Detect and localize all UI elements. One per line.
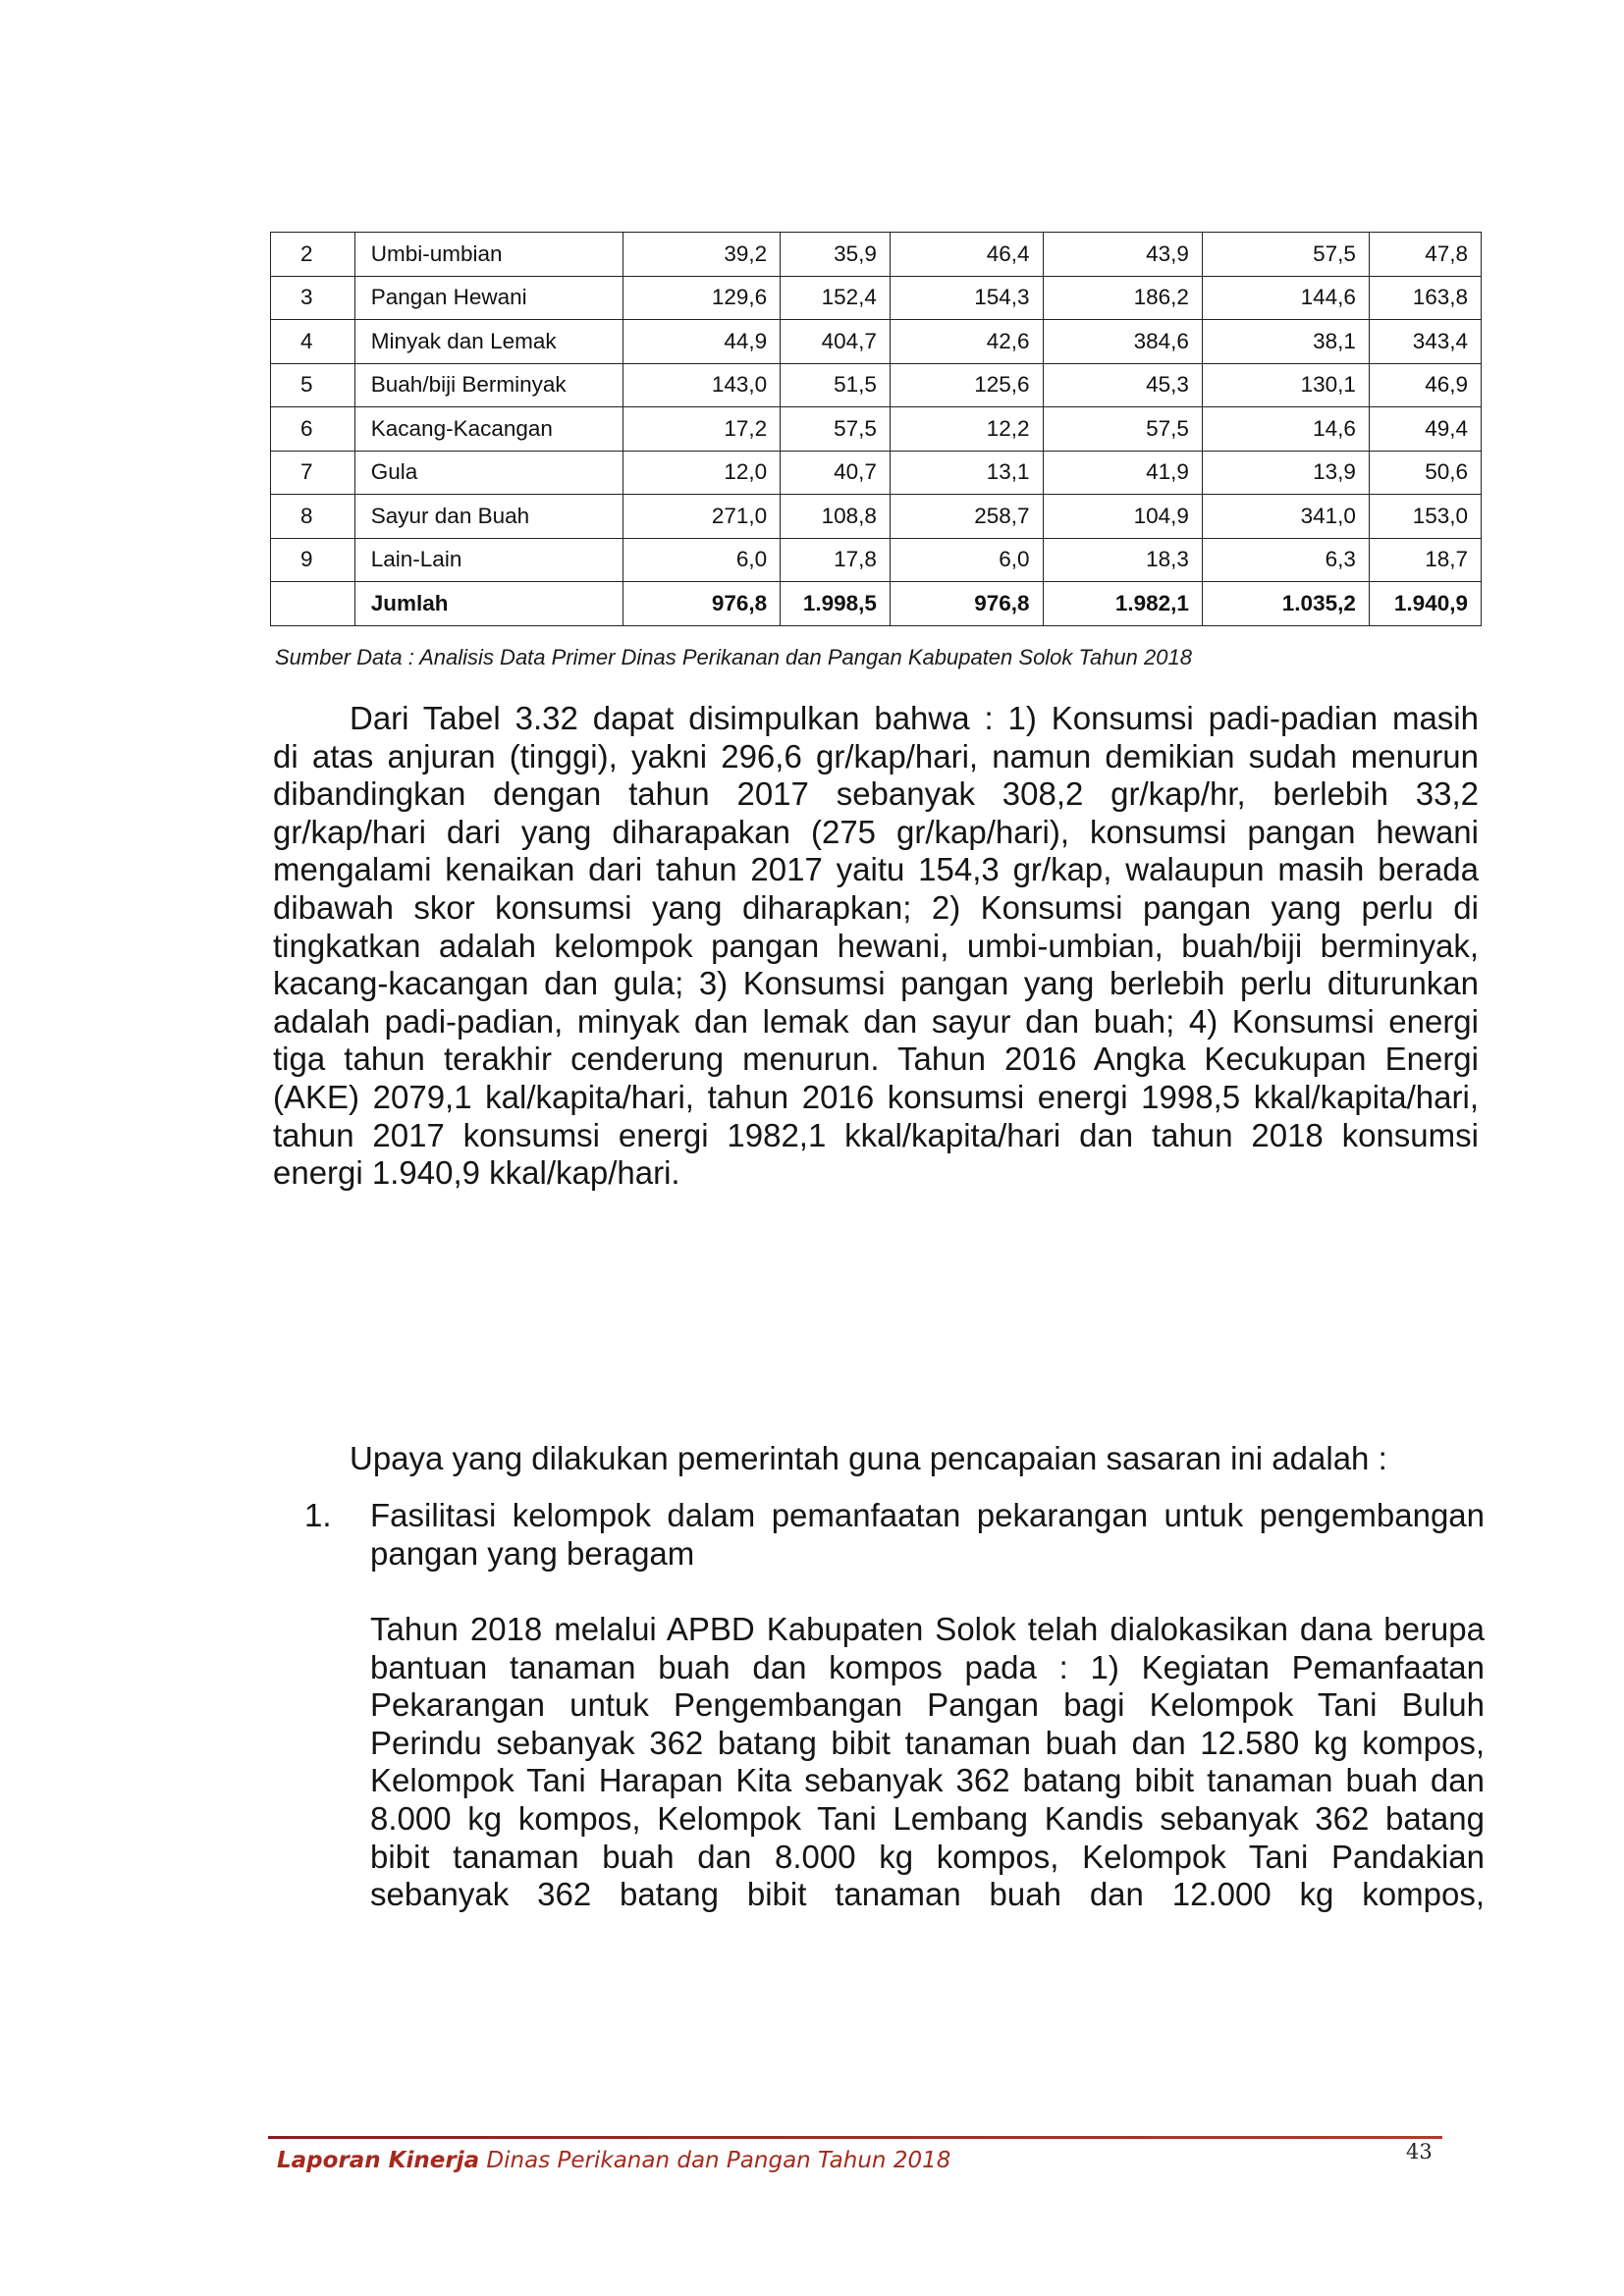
- value-cell: 976,8: [623, 582, 780, 626]
- value-cell: 125,6: [890, 363, 1043, 407]
- list-item-body-line: Perindu sebanyak 362 batang bibit tanaman buah dan 12.580 kg kompos,: [370, 1724, 1485, 1761]
- consumption-table: [270, 232, 1482, 626]
- list-item-body-line: Tahun 2018 melalui APBD Kabupaten Solok telah dialokasikan dana berupa: [370, 1611, 1485, 1647]
- value-cell: 154,3: [890, 276, 1043, 320]
- value-cell: 42,6: [890, 320, 1043, 364]
- list-item-title-line: pangan yang beragam: [370, 1534, 695, 1572]
- paragraph-line: adalah padi-padian, minyak dan lemak dan sayur dan buah; 4) Konsumsi energi: [273, 1002, 1479, 1040]
- value-cell: 50,6: [1369, 451, 1481, 495]
- value-cell: 13,9: [1202, 451, 1369, 495]
- value-cell: 104,9: [1043, 495, 1202, 539]
- value-cell: 46,9: [1369, 363, 1481, 407]
- value-cell: 404,7: [781, 320, 891, 364]
- paragraph-line: tiga tahun terakhir cenderung menurun. Tahun 2016 Angka Kecukupan Energi: [273, 1041, 1479, 1078]
- value-cell: 14,6: [1202, 407, 1369, 452]
- table-row: [271, 363, 1482, 407]
- value-cell: 976,8: [890, 582, 1043, 626]
- paragraph-line: dibawah skor konsumsi yang diharapkan; 2) Konsumsi pangan yang perlu di: [273, 889, 1479, 926]
- value-cell: 153,0: [1369, 495, 1481, 539]
- food-group-name: Jumlah: [354, 582, 623, 626]
- value-cell: 49,4: [1369, 407, 1481, 452]
- value-cell: 46,4: [890, 233, 1043, 277]
- table-total-row: [271, 582, 1482, 626]
- paragraph-line: mengalami kenaikan dari tahun 2017 yaitu 154,3 gr/kap, walaupun masih berada: [273, 851, 1479, 888]
- value-cell: 271,0: [623, 495, 780, 539]
- value-cell: 44,9: [623, 320, 780, 364]
- table-row: [271, 320, 1482, 364]
- value-cell: 51,5: [781, 363, 891, 407]
- value-cell: 17,8: [781, 538, 891, 582]
- footer-title-bold: Laporan Kinerja: [277, 2148, 480, 2173]
- food-group-name: Lain-Lain: [354, 538, 623, 582]
- row-number: 4: [271, 320, 355, 364]
- food-group-name: Minyak dan Lemak: [354, 320, 623, 364]
- value-cell: 12,2: [890, 407, 1043, 452]
- value-cell: 108,8: [781, 495, 891, 539]
- paragraph-line: (AKE) 2079,1 kal/kapita/hari, tahun 2016 konsumsi energi 1998,5 kkal/kapita/hari,: [273, 1079, 1479, 1115]
- value-cell: 6,3: [1202, 538, 1369, 582]
- value-cell: 38,1: [1202, 320, 1369, 364]
- list-item-body-line: Pekarangan untuk Pengembangan Pangan bagi Kelompok Tani Buluh: [370, 1686, 1485, 1724]
- list-item-title-line: Fasilitasi kelompok dalam pemanfaatan pekarangan untuk pengembangan: [370, 1497, 1485, 1533]
- table-row: [271, 233, 1482, 277]
- value-cell: 43,9: [1043, 233, 1202, 277]
- value-cell: 258,7: [890, 495, 1043, 539]
- value-cell: 18,3: [1043, 538, 1202, 582]
- value-cell: 144,6: [1202, 276, 1369, 320]
- list-item-body-line: bibit tanaman buah dan 8.000 kg kompos, Kelompok Tani Pandakian: [370, 1838, 1485, 1875]
- value-cell: 13,1: [890, 451, 1043, 495]
- food-group-name: Umbi-umbian: [354, 233, 623, 277]
- value-cell: 57,5: [1043, 407, 1202, 452]
- value-cell: 57,5: [781, 407, 891, 452]
- list-item-body-line: sebanyak 362 batang bibit tanaman buah dan 12.000 kg kompos,: [370, 1876, 1485, 1913]
- list-item-body-line: Kelompok Tani Harapan Kita sebanyak 362 batang bibit tanaman buah dan: [370, 1762, 1485, 1799]
- list-item-body-line: bantuan tanaman buah dan kompos pada : 1) Kegiatan Pemanfaatan: [370, 1648, 1485, 1685]
- value-cell: 143,0: [623, 363, 780, 407]
- paragraph-line: di atas anjuran (tinggi), yakni 296,6 gr/kap/hari, namun demikian sudah menurun: [273, 737, 1479, 774]
- row-number: 2: [271, 233, 355, 277]
- value-cell: 343,4: [1369, 320, 1481, 364]
- value-cell: 384,6: [1043, 320, 1202, 364]
- value-cell: 12,0: [623, 451, 780, 495]
- value-cell: 129,6: [623, 276, 780, 320]
- paragraph-line: tingkatkan adalah kelompok pangan hewani, umbi-umbian, buah/biji berminyak,: [273, 927, 1479, 964]
- value-cell: 17,2: [623, 407, 780, 452]
- value-cell: 152,4: [781, 276, 891, 320]
- food-group-name: Sayur dan Buah: [354, 495, 623, 539]
- value-cell: 1.940,9: [1369, 582, 1481, 626]
- table-row: [271, 538, 1482, 582]
- value-cell: 47,8: [1369, 233, 1481, 277]
- paragraph-line: gr/kap/hari dari yang diharapakan (275 gr/kap/hari), konsumsi pangan hewani: [273, 813, 1479, 850]
- row-number: [271, 582, 355, 626]
- value-cell: 40,7: [781, 451, 891, 495]
- food-group-name: Pangan Hewani: [354, 276, 623, 320]
- value-cell: 341,0: [1202, 495, 1369, 539]
- value-cell: 45,3: [1043, 363, 1202, 407]
- table-row: [271, 407, 1482, 452]
- row-number: 7: [271, 451, 355, 495]
- value-cell: 39,2: [623, 233, 780, 277]
- value-cell: 41,9: [1043, 451, 1202, 495]
- value-cell: 57,5: [1202, 233, 1369, 277]
- table-row: [271, 451, 1482, 495]
- row-number: 6: [271, 407, 355, 452]
- row-number: 3: [271, 276, 355, 320]
- value-cell: 130,1: [1202, 363, 1369, 407]
- paragraph-line: kacang-kacangan dan gula; 3) Konsumsi pangan yang berlebih perlu diturunkan: [273, 965, 1479, 1002]
- value-cell: 1.035,2: [1202, 582, 1369, 626]
- row-number: 5: [271, 363, 355, 407]
- value-cell: 6,0: [890, 538, 1043, 582]
- food-group-name: Buah/biji Berminyak: [354, 363, 623, 407]
- table-row: [271, 276, 1482, 320]
- table-row: [271, 495, 1482, 539]
- value-cell: 1.998,5: [781, 582, 891, 626]
- paragraph-line: dibandingkan dengan tahun 2017 sebanyak 308,2 gr/kap/hr, berlebih 33,2: [273, 775, 1479, 813]
- value-cell: 186,2: [1043, 276, 1202, 320]
- row-number: 9: [271, 538, 355, 582]
- list-item-body-line: 8.000 kg kompos, Kelompok Tani Lembang Kandis sebanyak 362 batang: [370, 1800, 1485, 1837]
- list-number: 1.: [304, 1497, 332, 1533]
- value-cell: 163,8: [1369, 276, 1481, 320]
- page-number: 43: [1406, 2140, 1433, 2163]
- value-cell: 1.982,1: [1043, 582, 1202, 626]
- value-cell: 35,9: [781, 233, 891, 277]
- paragraph-line: tahun 2017 konsumsi energi 1982,1 kkal/kapita/hari dan tahun 2018 konsumsi: [273, 1116, 1479, 1153]
- row-number: 8: [271, 495, 355, 539]
- food-group-name: Gula: [354, 451, 623, 495]
- footer-title-rest: Dinas Perikanan dan Pangan Tahun 2018: [479, 2148, 951, 2173]
- paragraph-line: Upaya yang dilakukan pemerintah guna pencapaian sasaran ini adalah :: [350, 1440, 1387, 1476]
- paragraph-line: Dari Tabel 3.32 dapat disimpulkan bahwa : 1) Konsumsi padi-padian masih: [350, 700, 1479, 736]
- table-source-note: Sumber Data : Analisis Data Primer Dinas Perikanan dan Pangan Kabupaten Solok Tahun 2018: [275, 645, 1192, 669]
- footer-title: [277, 2148, 950, 2173]
- value-cell: 6,0: [623, 538, 780, 582]
- paragraph-line: energi 1.940,9 kkal/kap/hari.: [273, 1154, 680, 1192]
- food-group-name: Kacang-Kacangan: [354, 407, 623, 452]
- table-body: [271, 233, 1482, 626]
- value-cell: 18,7: [1369, 538, 1481, 582]
- footer-rule: [268, 2136, 1442, 2139]
